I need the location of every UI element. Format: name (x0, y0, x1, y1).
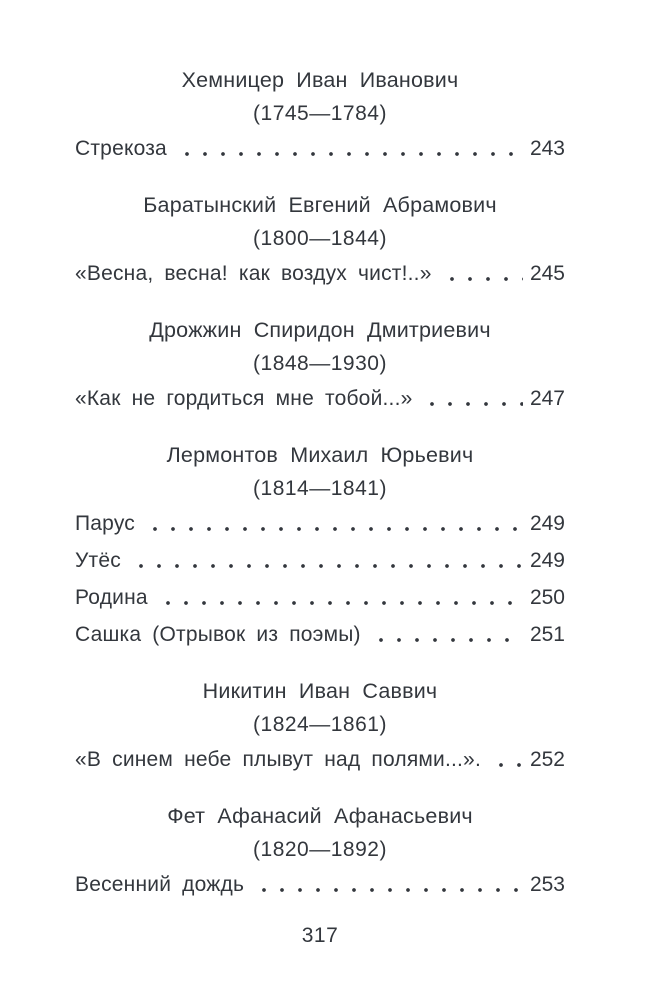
toc-entry-title: «Как не гордиться мне тобой...» (75, 387, 413, 410)
author-name: Фет Афанасий Афанасьевич (167, 804, 473, 828)
toc-section-drozhzhin (75, 314, 565, 417)
dot-leader (443, 277, 523, 281)
toc-entry-title: «В синем небе плывут над полями...». (75, 748, 481, 771)
toc-entry (75, 616, 565, 653)
toc-entry (75, 579, 565, 616)
toc-entry-title: Родина (75, 586, 148, 609)
author-name: Лермонтов Михаил Юрьевич (166, 443, 474, 467)
dot-leader (132, 564, 523, 568)
toc-entry-page: 247 (529, 387, 565, 410)
toc-entry (75, 255, 565, 292)
dot-leader (372, 638, 523, 642)
toc-entry-page: 249 (529, 549, 565, 572)
toc-entry-page: 251 (529, 623, 565, 646)
toc-entry-page: 252 (529, 748, 565, 771)
toc-entry-page: 250 (529, 586, 565, 609)
toc-entry-title: Стрекоза (75, 137, 167, 160)
dot-leader (159, 601, 523, 605)
toc-entry-page: 243 (529, 137, 565, 160)
toc-entry (75, 741, 565, 778)
toc-entry-page: 249 (529, 512, 565, 535)
toc-section-nikitin (75, 675, 565, 778)
author-name: Баратынский Евгений Абрамович (143, 193, 497, 217)
toc-entry-title: Весенний дождь (75, 873, 245, 896)
toc-entry-title: Утёс (75, 549, 121, 572)
author-name: Хемницер Иван Иванович (181, 68, 459, 92)
folio-page-number: 317 (301, 924, 339, 947)
toc-entry-title: Парус (75, 512, 135, 535)
toc-entry (75, 542, 565, 579)
author-name: Дрожжин Спиридон Дмитриевич (149, 318, 491, 342)
toc-section-lermontov (75, 439, 565, 653)
author-name: Никитин Иван Саввич (202, 679, 438, 703)
toc-entry-title: Сашка (Отрывок из поэмы) (75, 623, 361, 646)
dot-leader (492, 763, 523, 767)
author-years: (1824—1861) (253, 713, 387, 736)
dot-leader (423, 402, 522, 406)
dot-leader (255, 888, 523, 892)
toc-entry (75, 505, 565, 542)
toc-entry-title: «Весна, весна! как воздух чист!..» (75, 262, 432, 285)
dot-leader (146, 527, 523, 531)
toc-entry (75, 380, 565, 417)
toc-entry-page: 253 (529, 873, 565, 896)
toc-section-khemnitser (75, 64, 565, 167)
author-years: (1848—1930) (253, 352, 387, 375)
author-years: (1814—1841) (253, 477, 387, 500)
author-years: (1745—1784) (253, 102, 387, 125)
toc-entry (75, 866, 565, 903)
author-years: (1820—1892) (253, 838, 387, 861)
toc-entry (75, 130, 565, 167)
author-years: (1800—1844) (253, 227, 387, 250)
toc-section-baratynsky (75, 189, 565, 292)
dot-leader (178, 152, 523, 156)
toc-section-fet (75, 800, 565, 903)
toc-entry-page: 245 (529, 262, 565, 285)
